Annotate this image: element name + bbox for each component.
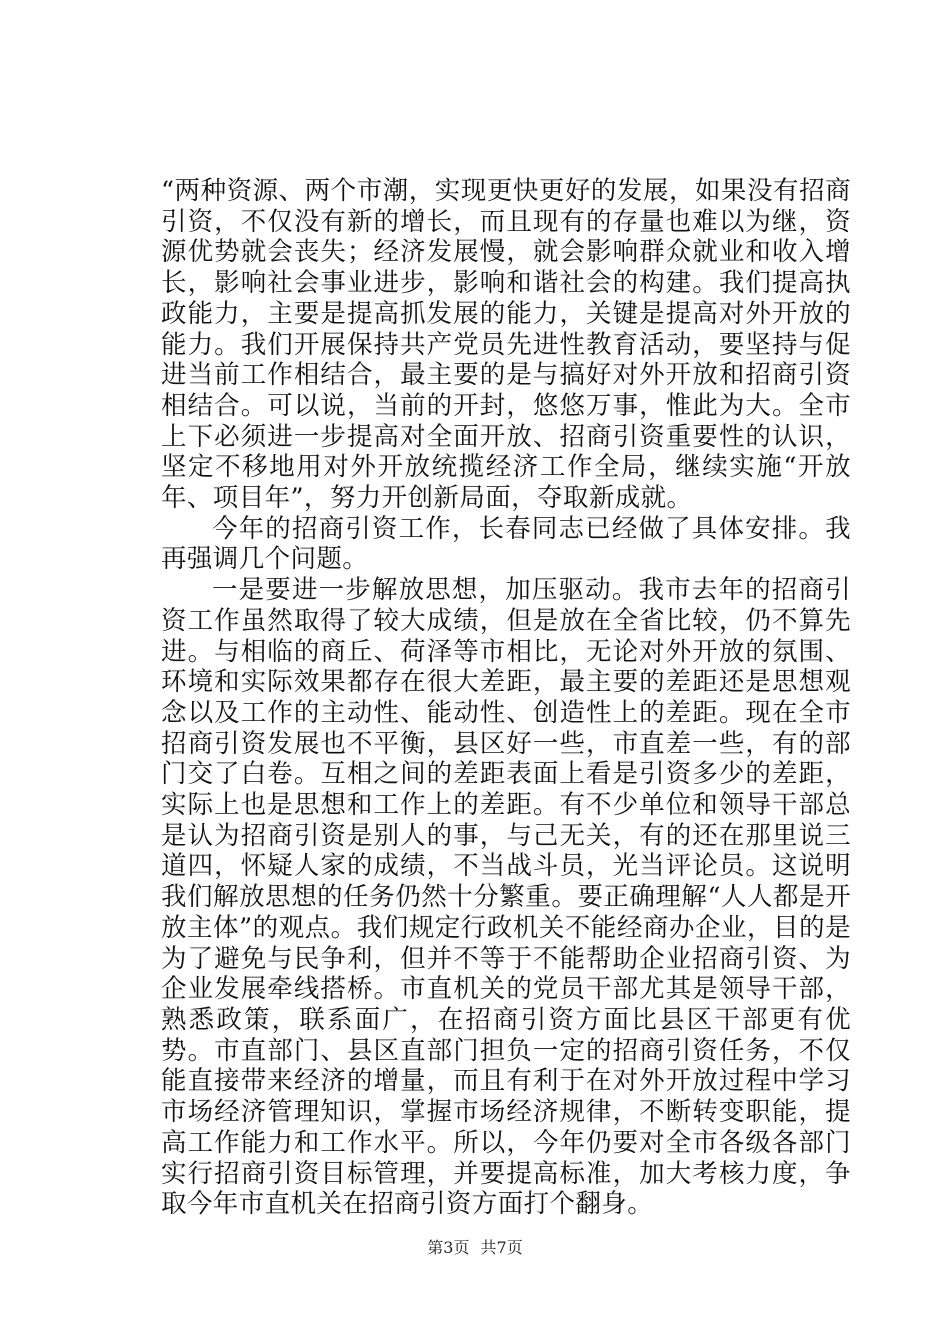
document-body — [161, 176, 851, 1220]
paragraph-arrangement: 今年的招商引资工作，长春同志已经做了具体安排。我再强调几个问题。 — [161, 513, 851, 575]
page-total: 共7页 — [480, 1238, 523, 1257]
page-number: 第3页 — [427, 1238, 470, 1257]
page-footer — [0, 1238, 950, 1258]
paragraph-point-one: 一是要进一步解放思想，加压驱动。我市去年的招商引资工作虽然取得了较大成绩，但是放在全省比较，仍不算先进。与相临的商丘、荷泽等市相比，无论对外开放的氛围、环境和实际效果都存在很大差距，最主要的差距还是思想观念以及工作的主动性、能动性、创造性上的差距。现在全市招商引资发展也不平衡，县区好一些，市直差一些，有的部门交了白卷。互相之间的差距表面上看是引资多少的差距，实际上也是思想和工作上的差距。有不少单位和领导干部总是认为招商引资是别人的事，与己无关，有的还在那里说三道四，怀疑人家的成绩，不当战斗员，光当评论员。这说明我们解放思想的任务仍然十分繁重。要正确理解“人人都是开放主体”的观点。我们规定行政机关不能经商办企业，目的是为了避免与民争利，但并不等于不能帮助企业招商引资、为企业发展牵线搭桥。市直机关的党员干部尤其是领导干部，熟悉政策，联系面广，在招商引资方面比县区干部更有优势。市直部门、县区直部门担负一定的招商引资任务，不仅能直接带来经济的增量，而且有利于在对外开放过程中学习市场经济管理知识，掌握市场经济规律，不断转变职能，提高工作能力和工作水平。所以，今年仍要对全市各级各部门实行招商引资目标管理，并要提高标准，加大考核力度，争取今年市直机关在招商引资方面打个翻身。 — [161, 575, 851, 1220]
paragraph-continued: “两种资源、两个市潮，实现更快更好的发展，如果没有招商引资，不仅没有新的增长，而且现有的存量也难以为继，资源优势就会丧失；经济发展慢，就会影响群众就业和收入增长，影响社会事业进步，影响和谐社会的构建。我们提高执政能力，主要是提高抓发展的能力，关键是提高对外开放的能力。我们开展保持共产党员先进性教育活动，要坚持与促进当前工作相结合，最主要的是与搞好对外开放和招商引资相结合。可以说，当前的开封，悠悠万事，惟此为大。全市上下必须进一步提高对全面开放、招商引资重要性的认识，坚定不移地用对外开放统揽经济工作全局，继续实施“开放年、项目年”，努力开创新局面，夺取新成就。 — [161, 176, 851, 514]
